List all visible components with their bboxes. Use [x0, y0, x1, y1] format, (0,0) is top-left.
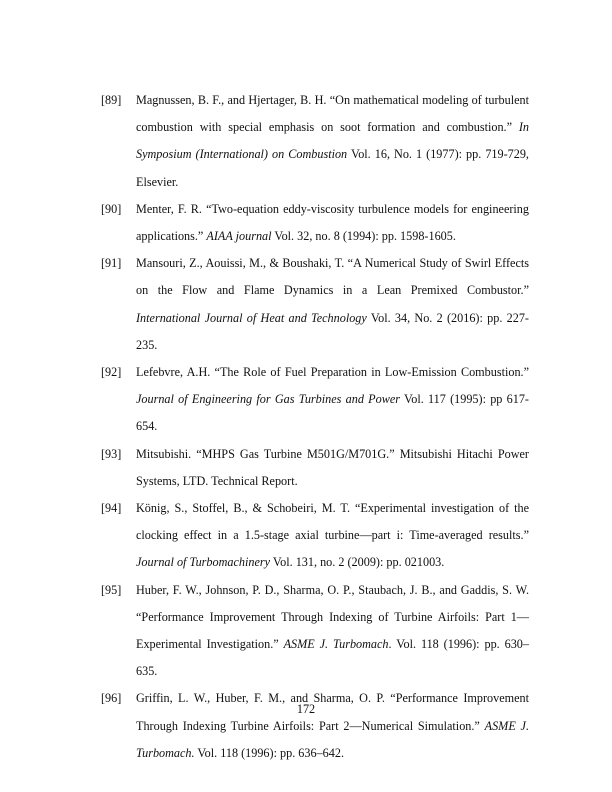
- page-number: 172: [296, 702, 316, 716]
- reference-entry: [101, 87, 529, 196]
- reference-number: [96]: [101, 691, 122, 706]
- reference-text: [136, 359, 529, 441]
- reference-entry: [101, 685, 529, 767]
- reference-text-segment: Mansouri, Z., Aouissi, M., & Boushaki, T. “A Numerical Study of Swirl Effects on the Flow and Flame Dynamics in a Lean Premixed Combustor.”: [136, 256, 529, 298]
- reference-source-title: Journal of Engineering for Gas Turbines and Power: [136, 392, 400, 407]
- reference-text-segment: König, S., Stoffel, B., & Schobeiri, M. T. “Experimental investigation of the clocking effect in a 1.5-stage axial turbine—part i: Time-averaged results.”: [136, 501, 529, 543]
- reference-number: [91]: [101, 256, 122, 271]
- reference-text-segment: Vol. 131, no. 2 (2009): pp. 021003.: [270, 555, 445, 570]
- reference-entry: [101, 250, 529, 359]
- reference-text-segment: Vol. 32, no. 8 (1994): pp. 1598-1605.: [271, 229, 456, 244]
- reference-text: [136, 685, 529, 767]
- reference-number: [94]: [101, 501, 122, 516]
- reference-number: [92]: [101, 365, 122, 380]
- reference-text: [136, 250, 529, 359]
- reference-number: [89]: [101, 93, 122, 107]
- reference-number: [93]: [101, 446, 122, 461]
- reference-text: [136, 495, 529, 577]
- reference-source-title: AIAA journal: [206, 229, 272, 244]
- reference-text-segment: Mitsubishi. “MHPS Gas Turbine M501G/M701G.” Mitsubishi Hitachi Power Systems, LTD. Technical Report.: [136, 446, 529, 488]
- reference-text-segment: Vol. 34, No. 2 (2016): pp. 227-235.: [136, 310, 529, 352]
- reference-source-title: In Symposium (International) on Combustion: [136, 120, 529, 162]
- reference-text-segment: Lefebvre, A.H. “The Role of Fuel Preparation in Low-Emission Combustion.”: [136, 365, 529, 380]
- reference-number: [90]: [101, 201, 122, 216]
- reference-text-segment: Vol. 16, No. 1 (1977): pp. 719-729, Elsevier.: [136, 147, 529, 189]
- reference-text-segment: . Vol. 118 (1996): pp. 630–635.: [136, 637, 529, 679]
- reference-text-segment: Vol. 118 (1996): pp. 636–642.: [194, 745, 344, 760]
- reference-text: [136, 441, 529, 495]
- reference-entry: [101, 577, 529, 686]
- reference-text-segment: Magnussen, B. F., and Hjertager, B. H. “On mathematical modeling of turbulent combustion with special emphasis on soot formation and combustion.”: [136, 93, 529, 135]
- reference-text-segment: Griffin, L. W., Huber, F. M., and Sharma, O. P. “Performance Improvement Through Indexing Turbine Airfoils: Part 2—Numerical Simulation.”: [136, 691, 529, 733]
- reference-source-title: ASME J. Turbomach: [283, 637, 389, 652]
- reference-source-title: International Journal of Heat and Technology: [136, 310, 367, 325]
- reference-entry: [101, 495, 529, 577]
- reference-source-title: ASME J. Turbomach.: [136, 718, 529, 760]
- reference-entry: [101, 359, 529, 441]
- reference-text: [136, 577, 529, 686]
- reference-source-title: Journal of Turbomachinery: [136, 555, 271, 570]
- reference-text-segment: Menter, F. R. “Two-equation eddy-viscosity turbulence models for engineering applications.”: [136, 201, 529, 244]
- reference-list: [101, 87, 529, 767]
- reference-number: [95]: [101, 582, 122, 597]
- reference-entry: [101, 441, 529, 495]
- reference-text: [136, 196, 529, 250]
- reference-text-segment: Huber, F. W., Johnson, P. D., Sharma, O. P., Staubach, J. B., and Gaddis, S. W. “Performance Improvement Through Indexing of Turbine Airfoils: Part 1—Experimental Investigation.”: [136, 582, 529, 652]
- reference-text-segment: Vol. 117 (1995): pp 617-654.: [136, 392, 529, 434]
- reference-entry: [101, 196, 529, 250]
- reference-text: [136, 87, 529, 196]
